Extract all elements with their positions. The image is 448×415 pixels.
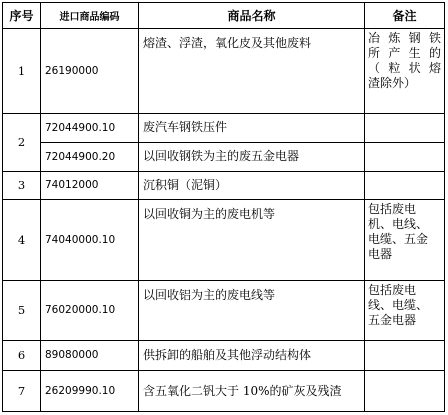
row-seq: 5: [3, 280, 41, 340]
remark-line: （粒状熔: [368, 60, 441, 75]
commodity-table: [2, 2, 445, 412]
row-code: 76020000.10: [41, 280, 139, 340]
row-remark: [365, 113, 445, 142]
row-code: 72044900.10: [41, 113, 139, 142]
row-remark: [365, 340, 445, 370]
row-remark: [365, 280, 445, 340]
row-name: 以回收铜为主的废电机等: [139, 199, 365, 280]
table-header-row: [3, 3, 445, 29]
row-seq: 1: [3, 28, 41, 113]
row-remark: [365, 142, 445, 171]
row-seq: 4: [3, 199, 41, 280]
row-name: 以回收钢铁为主的废五金电器: [139, 142, 365, 171]
row-name: 熔渣、浮渣，氧化皮及其他废料: [139, 28, 365, 113]
remark-line: 电缆、五金: [368, 231, 429, 246]
table-row: [3, 199, 445, 280]
table-row: [3, 142, 445, 171]
table-row: [3, 171, 445, 199]
remark-line: 包括废电: [368, 201, 417, 216]
row-code: 26209990.10: [41, 371, 139, 412]
row-seq: 7: [3, 371, 41, 412]
row-seq: 2: [3, 113, 41, 171]
row-seq: 3: [3, 171, 41, 199]
table-row: [3, 280, 445, 340]
row-remark: [365, 171, 445, 199]
table-row: [3, 113, 445, 142]
row-name: 以回收铝为主的废电线等: [139, 280, 365, 340]
row-name: 沉积铜（泥铜）: [139, 171, 365, 199]
row-remark: [365, 371, 445, 412]
header-remark: 备注: [365, 3, 445, 29]
remark-line: 包括废电: [368, 282, 417, 297]
remark-line: 线、电缆、: [368, 297, 429, 312]
row-seq: 6: [3, 340, 41, 370]
remark-line: 冶炼钢铁: [368, 30, 441, 45]
row-name: 废汽车钢铁压件: [139, 113, 365, 142]
row-code: 89080000: [41, 340, 139, 370]
remark-line: 渣除外）: [368, 75, 417, 90]
header-code: 进口商品编码: [41, 3, 139, 29]
row-code: 74012000: [41, 171, 139, 199]
table-row: [3, 28, 445, 113]
row-remark: [365, 28, 445, 113]
row-code: 72044900.20: [41, 142, 139, 171]
row-code: 74040000.10: [41, 199, 139, 280]
row-code: 26190000: [41, 28, 139, 113]
remark-line: 电器: [368, 246, 393, 261]
row-name: 含五氧化二钒大于 10%的矿灰及残渣: [139, 371, 365, 412]
table-row: [3, 340, 445, 370]
header-seq: 序号: [3, 3, 41, 29]
remark-line: 五金电器: [368, 312, 417, 327]
table-row: [3, 371, 445, 412]
header-name: 商品名称: [139, 3, 365, 29]
remark-line: 机、电线、: [368, 216, 429, 231]
row-name: 供拆卸的船舶及其他浮动结构体: [139, 340, 365, 370]
row-remark: [365, 199, 445, 280]
remark-line: 所产生的: [368, 45, 441, 60]
